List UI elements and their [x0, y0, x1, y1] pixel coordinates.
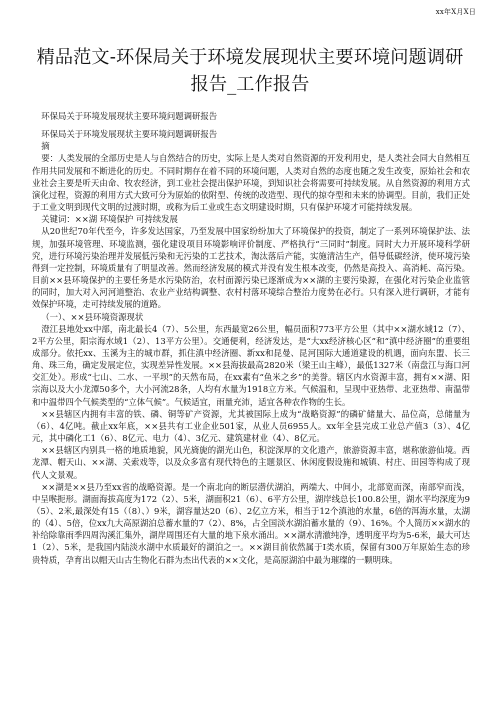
body-paragraph-minerals: ××县辖区内拥有丰富的铁、磷、铜等矿产资源，尤其被国际上成为“战略资源”的磷矿储量大、品位高，总储量为（6）、4亿吨。截止xx年底，××县共有工业企业501家，从业人员6955人。xx年全县完成工业总产值3（3）、4亿元，其中磷化工1（6）、8亿元、电力（4）、3亿元、建筑建材业（4）、8亿元。 [32, 408, 470, 444]
subtitle-line-repeat: 环保局关于环境发展现状主要环境问题调研报告 [41, 129, 218, 140]
body-paragraph-tourism: ××县辖区内别具一格的地质地貌，风光旖旎的湖光山色，积淀深厚的文化遗产，旅游资源丰富，堪称旅游仙境。西龙潭、帽天山、××湖、关索戏等，以及众多富有现代特色的主题景区、休闲度假设施和城镇、村庄、田园等构成了现代人文景观。 [32, 445, 470, 480]
body-paragraph-lake: ××湖是××县乃至xx省的战略资源。是一个南北向的断层潜伏湖泊，两端大、中间小，北部宽而深，南部窄而浅，中呈喉扼形。湖面海拔高度为172（2）、5米，湖面积21（6）、6平方公里，湖岸线总长100.8公里，湖水平均深度为9（5）、2米,最深处有15（（8）、）9米，湖容量达20（6）、2亿立方米，相当于12个滇池的水量，6倍的洱海水量，太湖的（4）、5倍，位xx九大高原湖泊总蓄水量的7（2）、8%，占全国淡水湖泊蓄水量的（9）、16%。个人简历××湖水的补给除靠雨季四周沟溪汇集外，湖岸周围还有大量的地下泉水涌出。××湖水清澈纯净，透明度平均为5-6米，最大可达1（2）、5米，是我国内陆淡水湖中水质最好的湖泊之一。××湖目前依然属于I类水质，保留有300万年原始生态的珍贵特质，孕育出以帽天山古生物化石群为杰出代表的××文化，是高原湖泊中最为璀璨的一颗明珠。 [32, 481, 470, 565]
section-heading: （一）、××县环境资源现状 [41, 311, 144, 322]
document-title: 精品范文-环保局关于环境发展现状主要环境问题调研报告_工作报告 [36, 47, 464, 95]
subtitle-line: 环保局关于环境发展现状主要环境问题调研报告 [41, 111, 218, 121]
abstract-heading: 摘 [41, 141, 50, 152]
abstract-paragraph: 要：人类发展的全部历史是人与自然结合的历史，实际上是人类对自然资源的开发利用史，是人类社会同大自然相互作用共同发展和不断进化的历史。不同时期存在着不同的环境问题，人类对自然的态度也随之发生改变，原始社会和农业社会主要是听天由命、牧农经济，到工业社会提出保护环境，到知识社会将需要可持续发展。从自然资源的利用方式演化过程，资源的利用方式大致可分为原始的依附型、传统的改造型、现代的掠夺型和未来的协调型。目前，我们正处于工业文明到现代文明的过渡时期，或称为后工业或生态文明建设时期，只有保护环境才可能持续发展。 [32, 153, 470, 213]
body-paragraph-geography: 澄江县地处xx中部，南北最长4（7）、5公里，东西最宽26公里，幅员面积773平方公里（其中××湖水域12（7）、2平方公里，阳宗海水域1（2）、13平方公里）。交通便利，经济发达，是“大xx经济核心区”和“滇中经济圈”的重要组成部分。依托xx、玉溪为主的城市群，抓住滇中经济圈、新xx和昆曼、昆河国际大通道建设的机遇，面向东盟、长三角、珠三角，确定发展定位，实现差异性发展。××县海拔最高2820米（梁王山主峰），最低1327米（南盘江与海口河交汇处）。形成“七山、二水、一平坝”的天然布局，在xx素有“鱼米之乡”的美誉。辖区内水资源丰富，拥有××湖、阳宗海以及大小龙潭50多个，大小河流28条，人均有水量为1918立方米。气候温和，呈现中亚热带、北亚热带、南温带和中温带四个气候类型的“立体气候”。气候适宜，雨量充沛，适宜各种农作物的生长。 [32, 323, 470, 407]
body-paragraph-intro: 从20世纪70年代至今，许多发达国家，乃至发展中国家纷纷加大了环境保护的投资，制定了一系列环境保护法、法规，加强环境管理、环境监测，强化建设项目环境影响评价制度、严格执行“三同时”制度。同时大力开展环境科学研究，进行环境污染治理并发展低污染和无污染的工艺技术，淘汰落后产能，实施清洁生产，倡导低碳经济，使环境污染得到一定控制，环境质量有了明显改善。然而经济发展的模式并没有发生根本改变，仍然是高投入、高消耗、高污染。目前××县环境保护的主要任务是水污染防治，农村面源污染已逐渐成为××湖的主要污染源，在强化对污染企业监管的同时，加大对入河河道整治、农业产业结构调整、农村村落环境综合整治力度势在必行。只有深入进行调研，才能有效保护环境，走可持续发展的道路。 [32, 226, 470, 310]
keywords-line: 关键词：××湖 环境保护 可持续发展 [41, 214, 178, 225]
header-date: xx年X月X日 [435, 8, 476, 16]
document-body [32, 110, 470, 566]
